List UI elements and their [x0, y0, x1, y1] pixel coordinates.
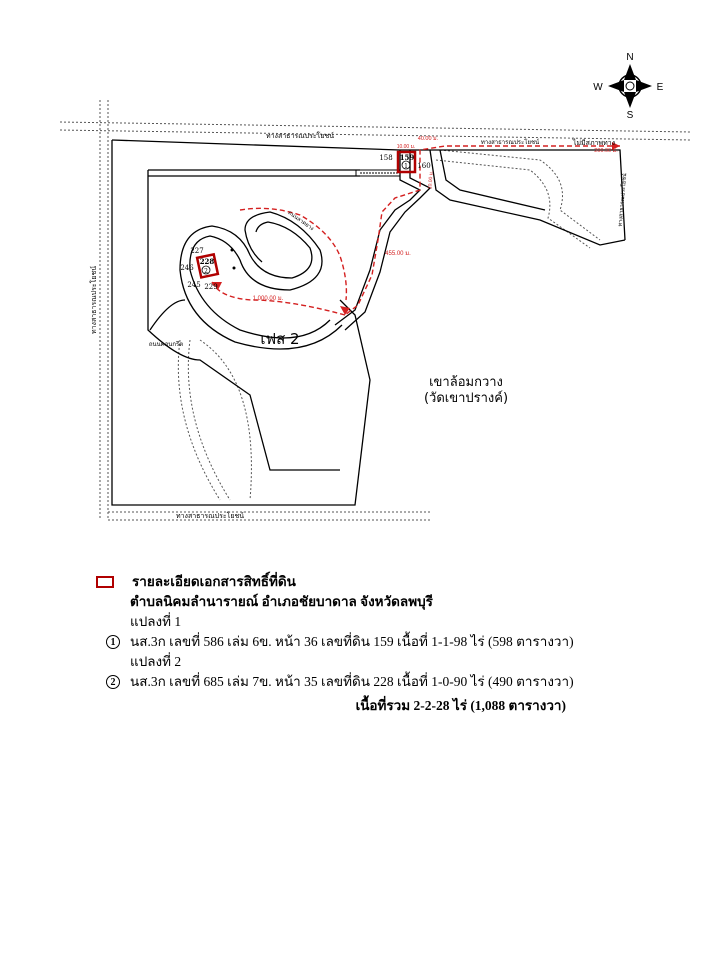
plot-228-label: 228 — [199, 257, 215, 266]
road-inner-left-label: ถนนคอนกรีต — [148, 342, 184, 348]
phase-label: เฟส 2 — [260, 330, 300, 348]
legend-total-row — [96, 696, 616, 716]
legend-title-row — [96, 572, 616, 592]
legend-title: รายละเอียดเอกสารสิทธิ์ที่ดิน — [132, 574, 296, 589]
access-road — [356, 170, 400, 176]
mountain-label: เขาล้อมกวาง — [429, 375, 503, 390]
temple-label: (วัดเขาปรางค์) — [423, 391, 509, 406]
total-area: เนื้อที่รวม 2-2-28 ไร่ (1,088 ตารางวา) — [355, 698, 566, 713]
road-curve-label: ถนนลาดยาง — [286, 210, 315, 233]
legend-plot1-heading-row — [96, 612, 616, 632]
plot1-marker-icon: 1 — [106, 635, 120, 649]
plot-160-label: 160 — [417, 162, 431, 170]
plot1-heading: แปลงที่ 1 — [130, 614, 182, 629]
public-roads — [60, 100, 690, 520]
legend-plot1-row — [96, 632, 616, 652]
road-top-label: ทางสาธารณประโยชน์ — [266, 133, 334, 140]
road-right-side-label: ทางสาธารณประโยชน์ — [617, 173, 629, 227]
compass-north: N — [626, 52, 634, 63]
road-left-label: ทางสาธารณประโยชน์ — [91, 266, 98, 334]
plot2-heading: แปลงที่ 2 — [130, 654, 182, 669]
no-access-label: ไม่มีสภาพทาง — [572, 140, 616, 147]
legend-plot2-row — [96, 672, 616, 692]
road-top-right-label: ทางสาธารณประโยชน์ — [480, 140, 540, 146]
distance-top-c: 10.00 ม. — [396, 144, 416, 150]
plot-158-label: 158 — [379, 154, 393, 162]
distance-top-a: 40.00 ม. — [417, 136, 439, 142]
distance-top-b: 200.00 ม. — [594, 148, 618, 154]
compass-south: S — [626, 110, 634, 121]
legend-location-row — [96, 592, 616, 612]
plot1-detail: นส.3ก เลขที่ 586 เล่ม 6ข. หน้า 36 เลขที่ดิน 159 เนื้อที่ 1-1-98 ไร่ (598 ตารางวา) — [130, 634, 574, 649]
compass-west: W — [593, 82, 603, 93]
plot-227-label: 227 — [190, 247, 204, 255]
legend-plot2-heading-row — [96, 652, 616, 672]
plot2-marker-icon: 2 — [106, 675, 120, 689]
distance-curve: 1,000.00 ม. — [252, 296, 284, 302]
distance-side: 10.00 ม. — [427, 170, 435, 190]
parcel-159-marker: 1 — [404, 163, 408, 170]
plot-229-label: 229 — [204, 283, 218, 291]
compass-rose-icon — [608, 64, 652, 108]
compass-east: E — [656, 82, 664, 93]
distance-mid: 455.00 ม. — [385, 251, 411, 257]
plot-245-label: 245 — [187, 281, 201, 289]
legend — [96, 572, 616, 716]
legend-location: ตำบลนิคมลำนารายณ์ อำเภอชัยบาดาล จังหวัดลพบุรี — [130, 594, 433, 609]
parcel-228-marker: 2 — [204, 268, 208, 275]
plot-159-label: 159 — [399, 153, 415, 162]
road-bottom-label: ทางสาธารณประโยชน์ — [176, 513, 244, 520]
legend-box-icon — [96, 576, 114, 588]
plot2-detail: นส.3ก เลขที่ 685 เล่ม 7ข. หน้า 35 เลขที่ดิน 228 เนื้อที่ 1-0-90 ไร่ (490 ตารางวา) — [130, 674, 574, 689]
plot-246-label: 246 — [180, 264, 194, 272]
